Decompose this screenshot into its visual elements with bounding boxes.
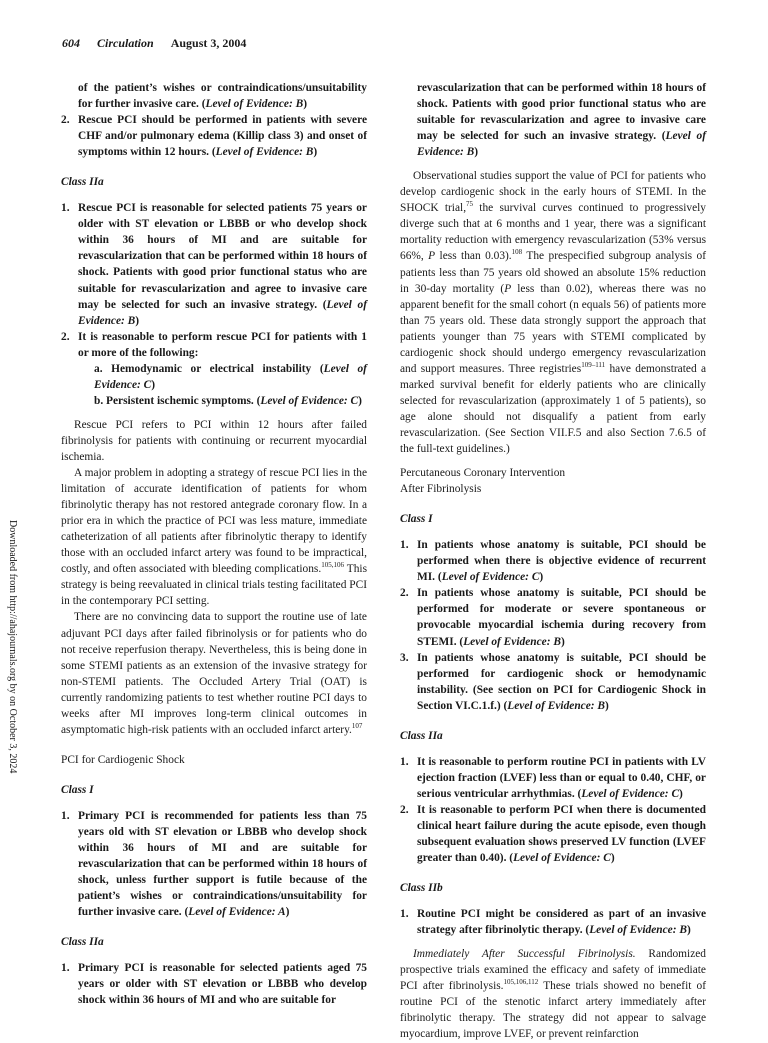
journal-name: Circulation bbox=[97, 36, 154, 50]
section-heading: PCI for Cardiogenic Shock bbox=[61, 753, 185, 766]
body-paragraph: A major problem in adopting a strategy of rescue PCI lies in the limitation of accurate identification of patients for whom fibrinolytic therapy has not restored antegrade coronary flow. In a prior era in which the practice of PCI was less mature, immediate catheterization of all patients after fibrinolytic therapy to identify those with an occluded infarct artery was found to be impractical, costly, and often associated with bleeding complications.$^{105,106}$ This strategy is being reevaluated in clinical trials testing facilitated PCI in the contemporary PCI setting. bbox=[61, 467, 367, 608]
list-item: 1. Rescue PCI is reasonable for selected patients 75 years or older with ST elevation or LBBB or who develop shock within 36 hours of MI and are suitable for revascularization that can be performed within 18 hours of shock. Patients with good prior functional status who are suitable for revascularization and agree to invasive care may be selected for such an invasive strategy. (Level of Evidence: B) bbox=[61, 202, 367, 327]
body-paragraph: There are no convincing data to support the routine use of late adjuvant PCI days after failed fibrinolysis or for patients who do not receive reperfusion therapy. Nevertheless, this is being done in some STEMI patients as an extension of the invasive strategy for non-STEMI patients. The Occluded Artery Trial (OAT) is currently randomizing patients to test whether routine PCI days to weeks after MI improves long-term clinical outcomes in asymptomatic high-risk patients with an occluded infarct artery.$^{107}$ bbox=[61, 611, 367, 736]
list-item: 2. Rescue PCI should be performed in patients with severe CHF and/or pulmonary edema (Killip class 3) and onset of symptoms within 12 hours. (Level of Evidence: B) bbox=[61, 114, 367, 159]
class-heading: Class IIa bbox=[61, 176, 104, 189]
list-item: 3. In patients whose anatomy is suitable, PCI should be performed for cardiogenic shock or hemodynamic instability. (See section on PCI for Cardiogenic Shock in Section VI.C.1.f.) (Level of Evidence: B) bbox=[400, 651, 706, 712]
after-fibrinolysis-class-iib-list bbox=[400, 906, 706, 938]
class-heading: Class I bbox=[61, 783, 94, 796]
sub-item: b. Persistent ischemic symptoms. (Level of Evidence: C) bbox=[94, 394, 362, 407]
shock-class-iia-list bbox=[61, 960, 367, 1008]
right-column bbox=[400, 80, 706, 1043]
after-fibrinolysis-class-iia-list bbox=[400, 754, 706, 866]
rescue-pci-class-iia-list bbox=[61, 200, 367, 409]
sub-item: a. Hemodynamic or electrical instability (Level of Evidence: C) bbox=[94, 362, 367, 391]
body-paragraph: Observational studies support the value of PCI for patients who develop cardiogenic shock in the early hours of STEMI. In the SHOCK trial,$^{75}$ the survival curves continued to progressively diverge such that at 6 months and 1 year, there was a significant mortality reduction with emergency revascularization (53% versus 66%, P less than 0.03).$^{108}$ The prespecified subgroup analysis of patients less than 75 years old showed an absolute 15% reduction in 30-day mortality (P less than 0.02), whereas there was no apparent benefit for the small cohort (n equals 56) of patients more than 75 years old. These data strongly support the approach that patients younger than 75 years with STEMI complicated by cardiogenic shock should undergo emergency revascularization and support measures. Three registries$^{109-111}$ have demonstrated a marked survival benefit for elderly patients who are clinically selected for revascularization (approximately 1 of 5 patients), so age alone should not disqualify a patient from early revascularization. (See Section VII.F.5 and also Section 7.6.5 of the full-text guidelines.) bbox=[400, 170, 707, 456]
download-watermark: Downloaded from http://ahajournals.org by on October 3, 2024 bbox=[7, 520, 18, 774]
list-item: 1. In patients whose anatomy is suitable, PCI should be performed when there is objective evidence of recurrent MI. (Level of Evidence: C) bbox=[400, 539, 706, 584]
left-column bbox=[61, 80, 367, 1008]
list-item: 2. It is reasonable to perform rescue PCI for patients with 1 or more of the following: a. Hemodynamic or electrical instability (Level of Evidence: C) b. Persistent ischemic symptoms. (Level of Evidence: C) bbox=[61, 329, 367, 409]
class-heading: Class IIa bbox=[61, 936, 104, 949]
class-heading: Class IIa bbox=[400, 729, 443, 742]
shock-class-iia-continued bbox=[400, 80, 706, 160]
after-fibrinolysis-class-i-list bbox=[400, 537, 706, 714]
list-item: 1. It is reasonable to perform routine PCI in patients with LV ejection fraction (LVEF) less than or equal to 0.40, CHF, or serious ventricular arrhythmias. (Level of Evidence: C) bbox=[400, 755, 706, 800]
page-number: 604 bbox=[62, 36, 80, 50]
class-heading: Class IIb bbox=[400, 882, 443, 895]
body-paragraph: Rescue PCI refers to PCI within 12 hours after failed fibrinolysis for patients with continuing or recurrent myocardial ischemia. bbox=[61, 418, 367, 463]
rescue-pci-class-i-list bbox=[61, 80, 367, 160]
list-item: of the patient’s wishes or contraindications/unsuitability for further invasive care. (Level of Evidence: B) bbox=[78, 82, 367, 111]
shock-class-i-list bbox=[61, 808, 367, 920]
list-item: 1. Primary PCI is reasonable for selected patients aged 75 years or older with ST elevation or LBBB who develop shock within 36 hours of MI and who are suitable for bbox=[61, 962, 367, 1007]
issue-date: August 3, 2004 bbox=[170, 36, 247, 50]
section-heading: Percutaneous Coronary Intervention After Fibrinolysis bbox=[400, 467, 566, 496]
body-paragraph: Immediately After Successful Fibrinolysis. Randomized prospective trials examined the efficacy and safety of immediate PCI after fibrinolysis.$^{105,106,112}$ These trials showed no benefit of routine PCI of the stenotic infarct artery immediately after fibrinolytic therapy. The strategy did not appear to salvage myocardium, improve LVEF, or prevent reinfarction bbox=[400, 948, 706, 1041]
running-header bbox=[62, 36, 260, 51]
list-item: 2. It is reasonable to perform PCI when there is documented clinical heart failure during the acute episode, even though subsequent evaluation shows preserved LV function (LVEF greater than 0.40). (Level of Evidence: C) bbox=[400, 803, 706, 865]
list-item: revascularization that can be performed within 18 hours of shock. Patients with good prior functional status who are suitable for revascularization and agree to invasive care may be selected for such an invasive strategy. (Level of Evidence: B) bbox=[417, 82, 706, 159]
list-item: 1. Routine PCI might be considered as part of an invasive strategy after fibrinolytic therapy. (Level of Evidence: B) bbox=[400, 908, 706, 937]
list-item: 1. Primary PCI is recommended for patients less than 75 years old with ST elevation or LBBB who develop shock within 36 hours of MI and are suitable for revascularization that can be performed within 18 hours of shock, unless further support is futile because of the patient’s wishes or contraindications/unsuitability for further invasive care. (Level of Evidence: A) bbox=[61, 809, 367, 919]
list-item: 2. In patients whose anatomy is suitable, PCI should be performed for moderate or severe spontaneous or provocable myocardial ischemia during recovery from STEMI. (Level of Evidence: B) bbox=[400, 587, 706, 648]
class-heading: Class I bbox=[400, 513, 433, 526]
